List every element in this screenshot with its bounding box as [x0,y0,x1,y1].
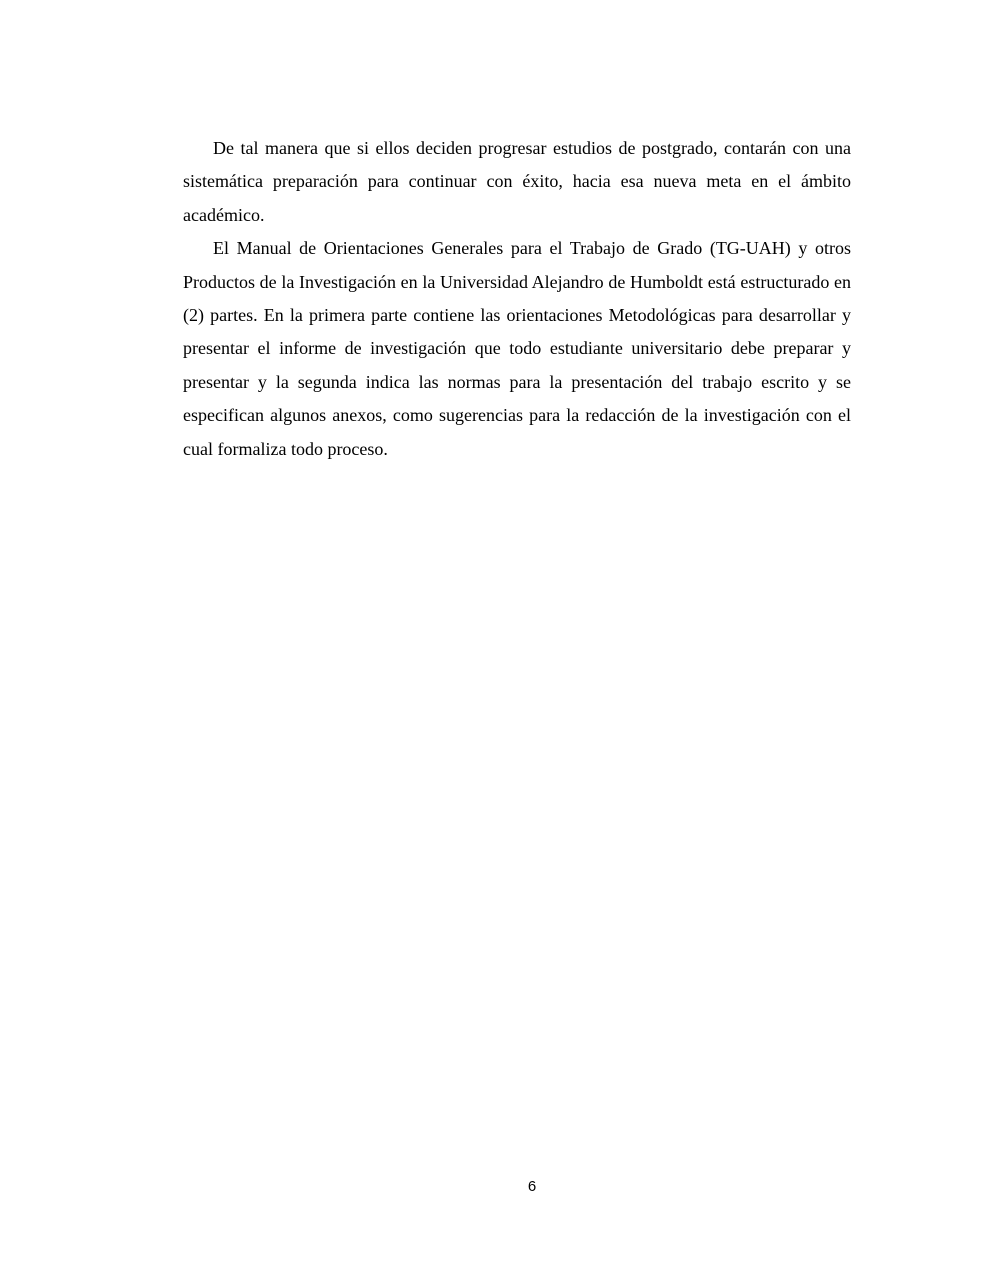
paragraph-2: El Manual de Orientaciones Generales para el Trabajo de Grado (TG-UAH) y otros Productos de la Investigación en la Universidad Alejandro de Humboldt está estructurado en (2) partes. En la primera parte contiene las orientaciones Metodológicas para desarrollar y presentar el informe de investigación que todo estudiante universitario debe preparar y presentar y la segunda indica las normas para la presentación del trabajo escrito y se especifican algunos anexos, como sugerencias para la redacción de la investigación con el cual formaliza todo proceso. [183,238,851,459]
page-number: 6 [527,1178,537,1195]
paragraph-1: De tal manera que si ellos deciden progresar estudios de postgrado, contarán con una sistemática preparación para continuar con éxito, hacia esa nueva meta en el ámbito académico. [183,138,851,225]
body-text [183,132,851,466]
